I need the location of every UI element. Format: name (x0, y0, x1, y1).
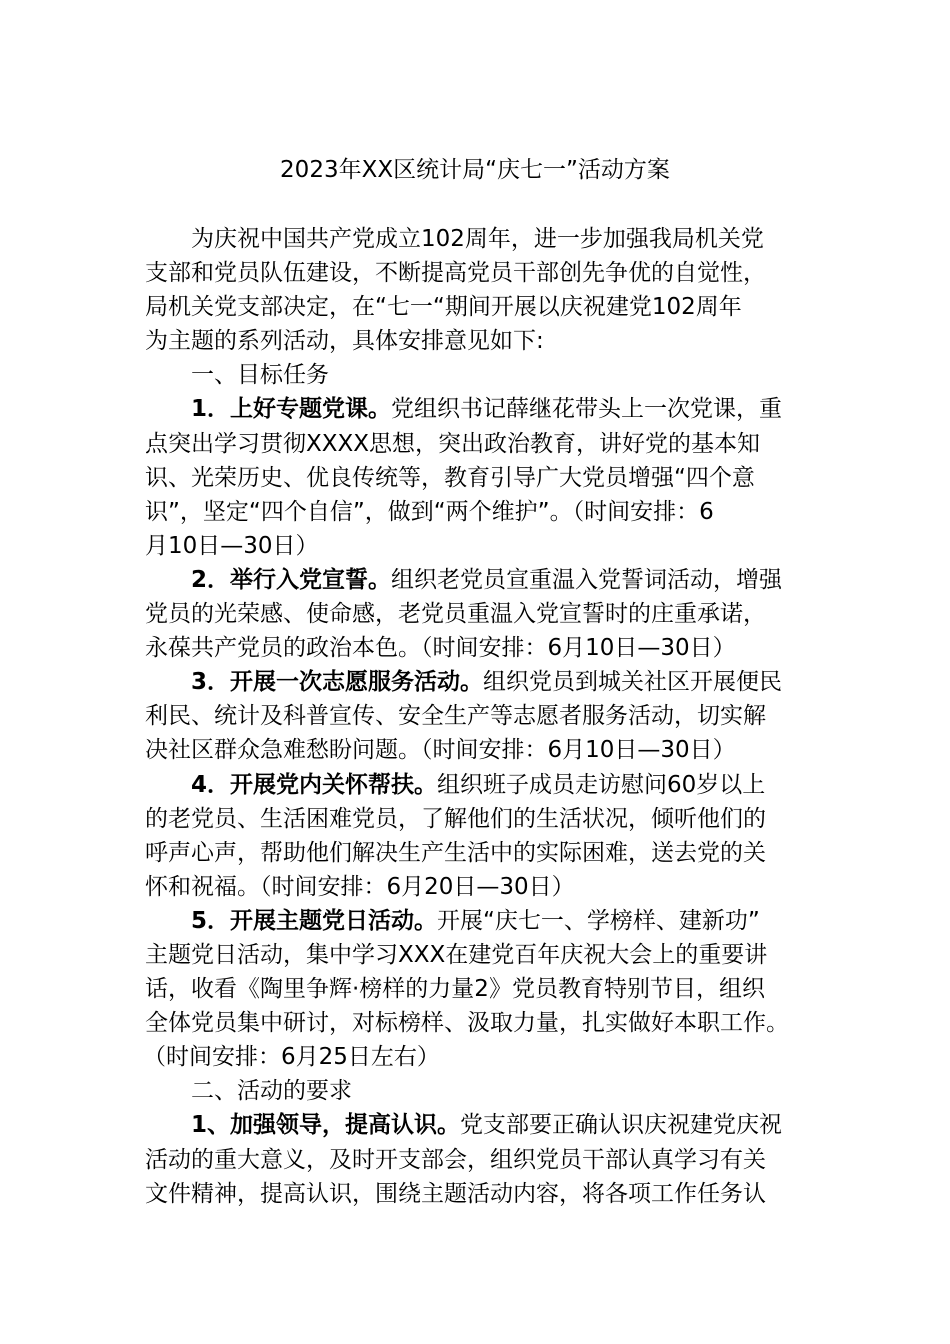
item-5-line: （时间安排：6月25日左右） (143, 1044, 440, 1071)
item-1-text: 党组织书记薛继花带头上一次党课，重 (391, 396, 783, 423)
item-2-heading: 2．举行入党宣誓。 (191, 566, 392, 593)
item-1-line: 识”，坚定“四个自信”，做到“两个维护”。（时间安排：6 (145, 498, 714, 525)
document-body (145, 222, 810, 1211)
item-3-heading: 3．开展一次志愿服务活动。 (191, 669, 484, 696)
item-4-line: 的老党员、生活困难党员，了解他们的生活状况，倾听他们的 (145, 805, 766, 832)
item-3-first-line (145, 665, 810, 699)
requirement-1-line: 文件精神，提高认识，围绕主题活动内容，将各项工作任务认 (145, 1180, 766, 1207)
item-1-heading: 1．上好专题党课。 (191, 396, 392, 423)
item-2-line: 永葆共产党员的政治本色。（时间安排：6月10日—30日） (145, 635, 736, 662)
section-heading-goals: 一、目标任务 (191, 362, 329, 389)
item-1-first-line (145, 392, 810, 426)
item-5-line: 主题党日活动，集中学习XXX在建党百年庆祝大会上的重要讲 (145, 941, 768, 968)
intro-line: 支部和党员队伍建设，不断提高党员干部创先争优的自觉性， (145, 260, 766, 287)
item-5-line: 全体党员集中研讨，对标榜样、汲取力量，扎实做好本职工作。 (145, 1010, 789, 1037)
item-2-first-line (145, 563, 810, 597)
item-2-line: 党员的光荣感、使命感，老党员重温入党宣誓时的庄重承诺， (145, 601, 766, 628)
requirement-1-line: 活动的重大意义，及时开支部会，组织党员干部认真学习有关 (145, 1146, 766, 1173)
intro-line: 为主题的系列活动，具体安排意见如下: (145, 328, 544, 355)
item-5-text: 开展“庆七一、学榜样、建新功” (437, 907, 760, 934)
item-5-heading: 5．开展主题党日活动。 (191, 907, 438, 934)
requirement-1-text: 党支部要正确认识庆祝建党庆祝 (460, 1112, 783, 1139)
requirement-1-heading: 1、加强领导，提高认识。 (191, 1112, 461, 1139)
item-3-line: 利民、统计及科普宣传、安全生产等志愿者服务活动，切实解 (145, 703, 766, 730)
document-title: 2023年XX区统计局“庆七一”活动方案 (280, 157, 670, 183)
item-2-text: 组织老党员宣重温入党誓词活动，增强 (391, 566, 783, 593)
item-1-line: 月10日—30日） (145, 532, 319, 559)
item-4-line: 怀和祝福。（时间安排：6月20日—30日） (145, 873, 575, 900)
item-3-line: 决社区群众急难愁盼问题。（时间安排：6月10日—30日） (145, 737, 736, 764)
item-4-line: 呼声心声，帮助他们解决生产生活中的实际困难，送去党的关 (145, 839, 766, 866)
requirement-1-first-line (145, 1108, 810, 1142)
item-4-text: 组织班子成员走访慰问60岁以上 (437, 771, 766, 798)
item-5-line: 话，收看《陶里争辉·榜样的力量2》党员教育特别节目，组织 (145, 976, 765, 1003)
item-5-first-line (145, 904, 810, 938)
intro-line: 局机关党支部决定，在“七一“期间开展以庆祝建党102周年 (145, 294, 742, 321)
section-heading-requirements: 二、活动的要求 (191, 1078, 352, 1105)
item-1-line: 识、光荣历史、优良传统等，教育引导广大党员增强“四个意 (145, 464, 755, 491)
item-4-first-line (145, 768, 810, 802)
item-4-heading: 4．开展党内关怀帮扶。 (191, 771, 438, 798)
intro-line: 为庆祝中国共产党成立102周年，进一步加强我局机关党 (191, 226, 764, 252)
item-3-text: 组织党员到城关社区开展便民 (483, 669, 783, 696)
item-1-line: 点突出学习贯彻XXXX思想，突出政治教育，讲好党的基本知 (145, 430, 761, 457)
